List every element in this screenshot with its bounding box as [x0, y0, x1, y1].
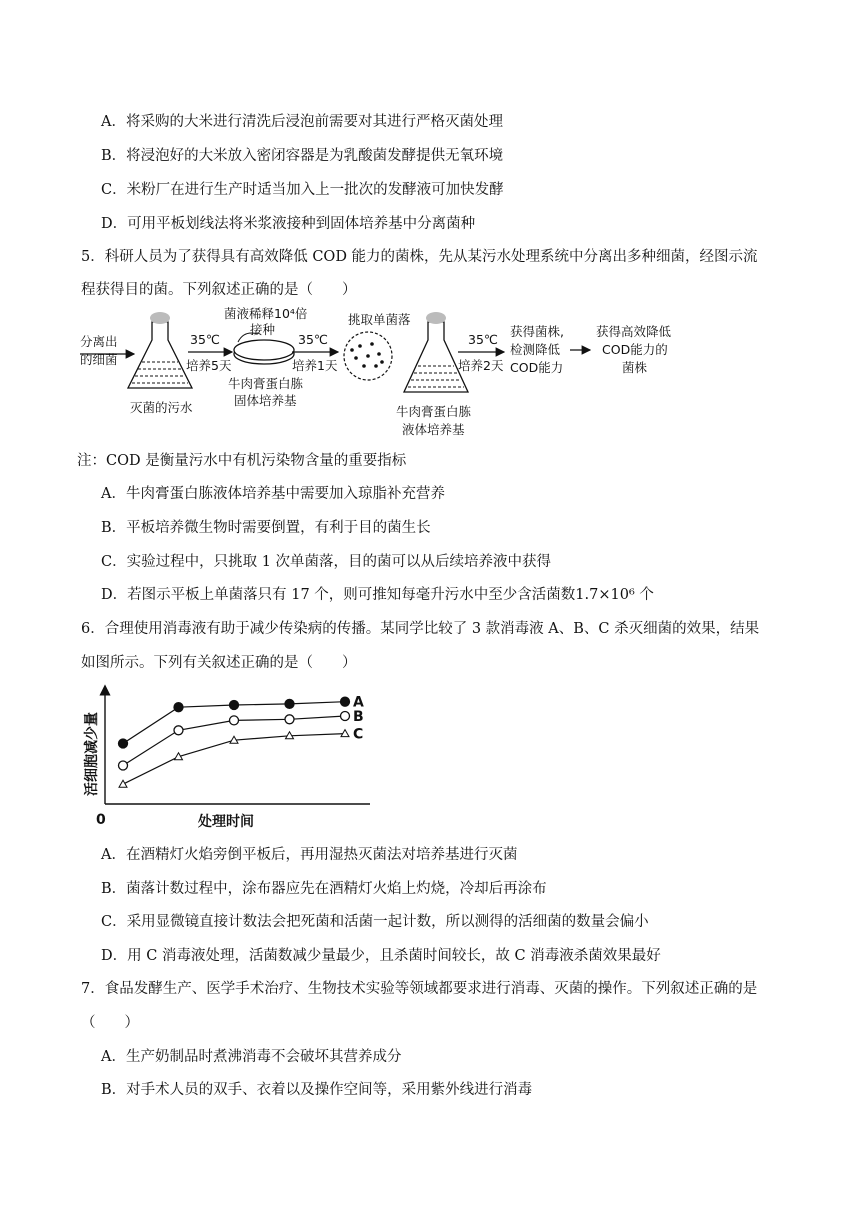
chart-origin-label: 0	[96, 812, 106, 828]
flow-source-line2: 的细菌	[80, 352, 118, 367]
series-A-point	[341, 697, 350, 706]
dilution-line1: 菌液稀释10⁴倍	[224, 306, 308, 321]
step3-time: 培养2天	[458, 358, 504, 373]
q5-option-b: B．平板培养微生物时需要倒置，有利于目的菌生长	[101, 520, 431, 536]
pick-colony-label: 挑取单菌落	[348, 312, 411, 327]
q6-stem-line1: 6．合理使用消毒液有助于减少传染病的传播。某同学比较了 3 款消毒液 A、B、C 杀灭细菌的效果，结果	[81, 621, 760, 637]
step2-time: 培养1天	[292, 358, 338, 373]
q6-stem-line2: 如图所示。下列有关叙述正确的是（ ）	[81, 655, 357, 671]
chart-x-label: 处理时间	[198, 814, 254, 830]
detect-line1: 获得菌株,	[510, 324, 564, 339]
series-B-point	[174, 726, 183, 735]
step2-temp: 35℃	[298, 332, 328, 347]
q5-option-c: C．实验过程中，只挑取 1 次单菌落，目的菌可以从后续培养液中获得	[101, 554, 552, 570]
step1-temp: 35℃	[190, 332, 220, 347]
q6-option-c: C．采用显微镜直接计数法会把死菌和活菌一起计数，所以测得的活细菌的数量会偏小	[101, 914, 649, 930]
step3-temp: 35℃	[468, 332, 498, 347]
flask-2-label-line2: 液体培养基	[402, 422, 465, 437]
q7-stem-line2: （ ）	[81, 1015, 139, 1031]
series-A-point	[174, 703, 183, 712]
result-line1: 获得高效降低	[596, 324, 672, 339]
q6-option-b: B．菌落计数过程中，涂布器应先在酒精灯火焰上灼烧，冷却后再涂布	[101, 881, 547, 897]
q4-option-c: C．米粉厂在进行生产时适当加入上一批次的发酵液可加快发酵	[101, 182, 504, 198]
q6-line-chart	[80, 684, 380, 834]
series-B-point	[230, 716, 239, 725]
plate-label-line2: 固体培养基	[234, 393, 297, 408]
series-B-point	[341, 712, 350, 721]
series-A-point	[285, 699, 294, 708]
series-B-label: B	[353, 709, 364, 725]
series-B-point	[285, 715, 294, 724]
flow-source-line1: 分离出	[80, 334, 118, 349]
result-line2: COD能力的	[602, 342, 668, 357]
detect-line2: 检测降低	[510, 342, 561, 357]
series-C-point	[341, 730, 349, 737]
q6-option-d: D．用 C 消毒液处理，活菌数减少量最少，且杀菌时间较长，故 C 消毒液杀菌效果最好	[101, 948, 661, 964]
q5-stem-line1: 5．科研人员为了获得具有高效降低 COD 能力的菌株，先从某污水处理系统中分离出多种细菌，经图示流	[81, 249, 758, 265]
q4-option-a: A．将采购的大米进行清洗后浸泡前需要对其进行严格灭菌处理	[101, 114, 503, 130]
series-C-label: C	[353, 726, 364, 743]
q7-stem-line1: 7．食品发酵生产、医学手术治疗、生物技术实验等领域都要求进行消毒、灭菌的操作。下列叙述正确的是	[81, 981, 758, 997]
flask-1-icon	[128, 312, 192, 388]
colony-plate-icon	[344, 332, 392, 380]
q7-option-b: B．对手术人员的双手、衣着以及操作空间等，采用紫外线进行消毒	[101, 1082, 533, 1098]
step1-time: 培养5天	[186, 358, 232, 373]
chart-y-label: 活细胞减少量	[84, 712, 100, 796]
q4-option-d: D．可用平板划线法将米浆液接种到固体培养基中分离菌种	[101, 216, 476, 232]
series-A-point	[230, 701, 239, 710]
result-line3: 菌株	[622, 360, 648, 375]
flask-2-label-line1: 牛肉膏蛋白胨	[396, 404, 472, 419]
q5-note: 注：COD 是衡量污水中有机污染物含量的重要指标	[77, 453, 407, 469]
q5-option-d: D．若图示平板上单菌落只有 17 个，则可推知每毫升污水中至少含活菌数1.7×10⁶ 个	[101, 587, 654, 603]
q7-option-a: A．生产奶制品时煮沸消毒不会破坏其营养成分	[101, 1049, 402, 1065]
plate-label-line1: 牛肉膏蛋白胨	[228, 376, 304, 391]
series-A-label: A	[353, 694, 364, 711]
q5-flow-diagram	[76, 306, 716, 442]
series-A-point	[119, 739, 128, 748]
q4-option-b: B．将浸泡好的大米放入密闭容器是为乳酸菌发酵提供无氧环境	[101, 148, 504, 164]
series-C-point	[119, 780, 127, 787]
petri-plate-icon	[234, 333, 294, 364]
detect-line3: COD能力	[510, 360, 564, 375]
series-B-point	[119, 761, 128, 770]
flask-1-label: 灭菌的污水	[130, 400, 193, 415]
q5-option-a: A．牛肉膏蛋白胨液体培养基中需要加入琼脂补充营养	[101, 486, 445, 502]
q6-option-a: A．在酒精灯火焰旁倒平板后，再用湿热灭菌法对培养基进行灭菌	[101, 847, 518, 863]
q5-stem-line2: 程获得目的菌。下列叙述正确的是（ ）	[81, 282, 357, 298]
dilution-line2: 接种	[250, 322, 276, 337]
